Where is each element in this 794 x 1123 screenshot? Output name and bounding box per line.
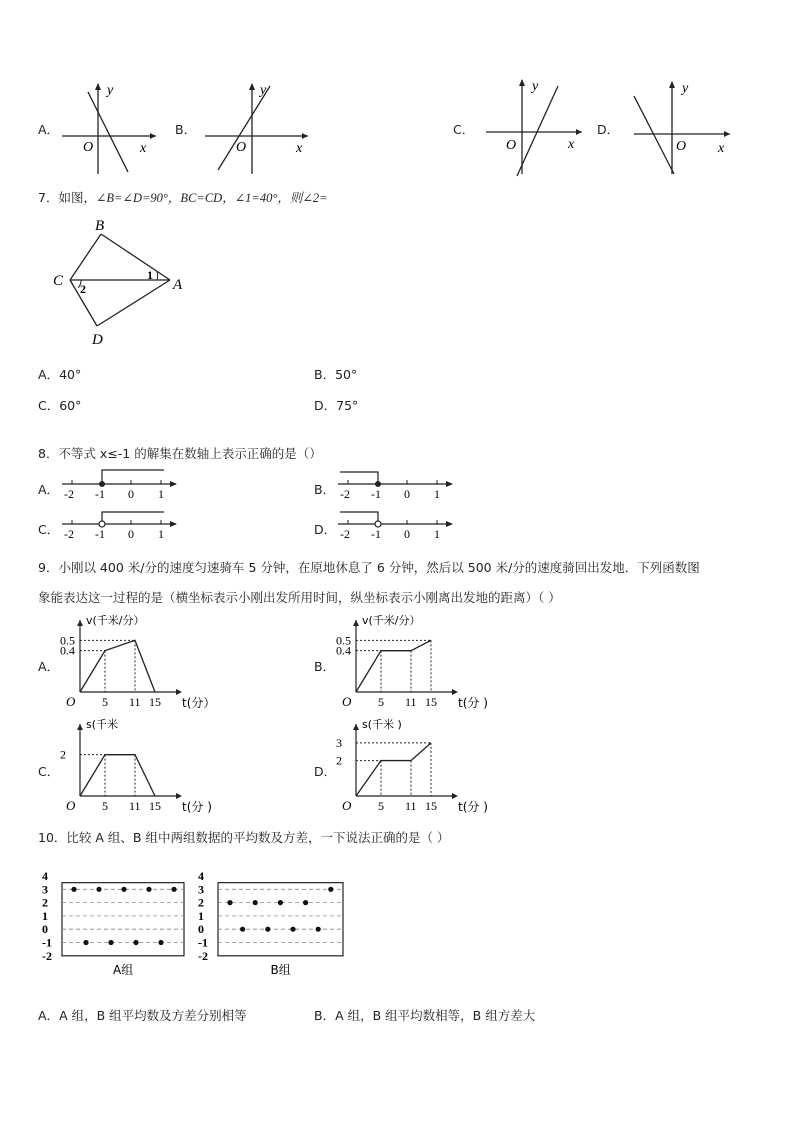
- y-axis-arrow: [77, 724, 83, 730]
- q10-option-b[interactable]: [314, 1006, 535, 1024]
- q9-option-b-label: B．: [314, 659, 336, 674]
- x-axis-arrow: [176, 689, 182, 695]
- y-tick-label: 0: [198, 922, 204, 937]
- y-tick-label: 3: [198, 882, 204, 897]
- y-tick-label: 0.5: [336, 633, 351, 648]
- data-point: [108, 940, 113, 945]
- group-a-caption: A组: [113, 963, 134, 977]
- tick-label: -1: [95, 487, 105, 501]
- origin-label: O: [66, 694, 76, 709]
- q8-stem: 8．不等式 x≤-1 的解集在数轴上表示正确的是（）: [38, 446, 322, 461]
- tick-label: -2: [64, 527, 74, 541]
- q6-option-a-graph[interactable]: [60, 78, 160, 178]
- origin-label: O: [342, 694, 352, 709]
- option-label: B．: [314, 1008, 336, 1023]
- y-tick-label: 4: [42, 869, 48, 883]
- q9-option-c-graph[interactable]: [58, 716, 218, 816]
- x-axis-title: t(分）: [182, 696, 216, 710]
- origin-label: O: [66, 798, 76, 813]
- q6-option-d-graph[interactable]: [626, 76, 736, 178]
- y-tick-label: 1: [42, 908, 48, 923]
- option-label: B．: [314, 367, 336, 382]
- tick-label: 1: [158, 527, 164, 541]
- q8-option-c-label: C．: [38, 522, 60, 537]
- y-axis-label: y: [532, 79, 539, 94]
- option-label: A．: [38, 1008, 60, 1023]
- tick-label: 0: [404, 527, 410, 541]
- series-line: [356, 640, 431, 692]
- angle-2-label: 2: [80, 282, 86, 296]
- data-point: [253, 900, 258, 905]
- y-tick-label: 2: [198, 895, 204, 910]
- y-axis-label: y: [260, 83, 267, 98]
- data-point: [121, 887, 126, 892]
- x-tick-label: 5: [102, 799, 108, 813]
- plot-frame: [62, 883, 184, 956]
- q9-stem-line2: 象能表达这一过程的是（横坐标表示小刚出发所用时间，纵坐标表示小刚离出发地的距离）（ ）: [38, 590, 561, 605]
- q8-option-a-numberline[interactable]: [58, 466, 183, 502]
- y-tick-label: -1: [42, 935, 52, 950]
- q8-option-c-numberline[interactable]: [58, 506, 183, 542]
- q6-option-c-label: C．: [453, 122, 475, 137]
- q6-option-b-label: B．: [175, 122, 197, 137]
- x-axis-title: t(分 ): [458, 800, 488, 814]
- y-axis-label: y: [107, 83, 114, 98]
- y-axis-title: s(千米 ): [362, 718, 402, 731]
- y-axis-arrow: [353, 724, 359, 730]
- y-tick-label: 1: [198, 908, 204, 923]
- y-tick-label: -1: [198, 935, 208, 950]
- origin-label: O: [676, 139, 687, 154]
- x-tick-label: 5: [378, 695, 384, 709]
- q9-option-d-label: D．: [314, 764, 337, 779]
- y-tick-label: 0.5: [60, 633, 75, 648]
- y-tick-label: 0.4: [60, 643, 75, 658]
- data-point: [83, 940, 88, 945]
- q10-stem: 10．比较 A 组、B 组中两组数据的平均数及方差，一下说法正确的是（ ）: [38, 830, 450, 845]
- q7-stem-condition: ∠B=∠D=90°，BC=CD，∠1=40°，则∠2=: [95, 191, 328, 205]
- q9-option-c-label: C．: [38, 764, 60, 779]
- y-axis-label: y: [682, 81, 689, 96]
- q8-option-a-label: A．: [38, 482, 60, 497]
- group-a-plot: [42, 869, 184, 977]
- tick-label: -1: [371, 487, 381, 501]
- q6-option-b-graph[interactable]: [200, 78, 315, 178]
- q9-stem-line1: 9．小刚以 400 米/分的速度匀速骑车 5 分钟，在原地休息了 6 分钟，然后以 500 米/分的速度骑回出发地．下列函数图: [38, 560, 700, 575]
- q9-option-a-label: A．: [38, 659, 60, 674]
- y-axis-arrow: [77, 620, 83, 626]
- x-tick-label: 5: [378, 799, 384, 813]
- option-text: 50°: [335, 367, 358, 382]
- q9-option-a-graph[interactable]: [58, 612, 218, 712]
- y-tick-label: 0.4: [336, 643, 351, 658]
- x-axis-title: t(分 ): [182, 800, 212, 814]
- option-text: 75°: [336, 398, 359, 413]
- data-point: [158, 940, 163, 945]
- option-text: A 组，B 组平均数及方差分别相等: [59, 1008, 247, 1023]
- group-b-caption: B组: [270, 963, 291, 977]
- q10-option-a[interactable]: [38, 1006, 247, 1024]
- tick-label: 1: [158, 487, 164, 501]
- data-point: [240, 927, 245, 932]
- option-text: 40°: [59, 367, 82, 382]
- option-text: A 组，B 组平均数相等，B 组方差大: [335, 1008, 536, 1023]
- y-axis-title: s(千米: [86, 718, 119, 731]
- q8-option-d-numberline[interactable]: [334, 506, 459, 542]
- y-tick-label: 4: [198, 869, 204, 883]
- y-axis-title: v(千米/分）: [362, 614, 421, 627]
- data-point: [328, 887, 333, 892]
- x-axis-title: t(分 ): [458, 696, 488, 710]
- x-axis-arrow: [452, 689, 458, 695]
- x-axis-label: x: [568, 137, 575, 152]
- x-axis-label: x: [140, 141, 147, 156]
- vertex-c-label: C: [53, 273, 64, 289]
- q7-stem-prefix: 7．如图，: [38, 190, 96, 205]
- q7-option-c[interactable]: [38, 396, 81, 414]
- q6-option-d-label: D．: [597, 122, 620, 137]
- origin-label: O: [506, 138, 517, 153]
- x-tick-label: 11: [405, 799, 417, 813]
- x-axis-arrow: [176, 793, 182, 799]
- x-tick-label: 15: [149, 695, 161, 709]
- y-axis-arrow: [353, 620, 359, 626]
- x-tick-label: 5: [102, 695, 108, 709]
- angle-1-label: 1: [147, 268, 153, 282]
- option-label: D．: [314, 398, 337, 413]
- q8-option-b-numberline[interactable]: [334, 466, 459, 502]
- x-axis-label: x: [718, 141, 725, 156]
- plot-frame: [218, 883, 343, 956]
- vertex-a-label: A: [173, 277, 183, 293]
- tick-label: 0: [128, 527, 134, 541]
- q9-option-d-graph[interactable]: [334, 716, 494, 816]
- option-label: A．: [38, 367, 60, 382]
- origin-label: O: [236, 140, 247, 155]
- data-point: [133, 940, 138, 945]
- group-b-plot: [198, 869, 343, 977]
- y-tick-label: 2: [42, 895, 48, 910]
- q7-quadrilateral-figure: [45, 212, 195, 350]
- q8-option-b-label: B．: [314, 482, 336, 497]
- tick-label: 0: [128, 487, 134, 501]
- data-point: [290, 927, 295, 932]
- x-tick-label: 15: [425, 695, 437, 709]
- tick-label: 1: [434, 487, 440, 501]
- origin-label: O: [83, 140, 94, 155]
- data-point: [171, 887, 176, 892]
- data-point: [278, 900, 283, 905]
- x-axis-arrow: [452, 793, 458, 799]
- data-point: [265, 927, 270, 932]
- q6-option-a-label: A．: [38, 122, 60, 137]
- tick-label: -1: [371, 527, 381, 541]
- data-point: [146, 887, 151, 892]
- vertex-b-label: B: [95, 218, 105, 234]
- series-line: [80, 640, 155, 692]
- data-point: [227, 900, 232, 905]
- y-tick-label: -2: [42, 948, 52, 963]
- q9-option-b-graph[interactable]: [334, 612, 494, 712]
- series-line: [80, 755, 155, 796]
- x-tick-label: 11: [405, 695, 417, 709]
- origin-label: O: [342, 798, 352, 813]
- x-tick-label: 11: [129, 799, 141, 813]
- q6-option-c-graph[interactable]: [484, 74, 589, 178]
- y-tick-label: 2: [336, 753, 342, 768]
- x-axis-label: x: [296, 141, 303, 156]
- q8-option-d-label: D．: [314, 522, 337, 537]
- tick-label: 0: [404, 487, 410, 501]
- series-line: [356, 743, 431, 796]
- q7-stem: [38, 188, 328, 206]
- data-point: [303, 900, 308, 905]
- q7-option-d[interactable]: [314, 396, 358, 414]
- tick-label: -2: [64, 487, 74, 501]
- q7-option-b[interactable]: [314, 365, 357, 383]
- x-tick-label: 15: [425, 799, 437, 813]
- tick-label: 1: [434, 527, 440, 541]
- y-tick-label: 3: [336, 735, 342, 750]
- data-point: [316, 927, 321, 932]
- vertex-d-label: D: [92, 332, 103, 348]
- y-tick-label: 3: [42, 882, 48, 897]
- tick-label: -1: [95, 527, 105, 541]
- y-tick-label: -2: [198, 948, 208, 963]
- q10-dot-plots: [40, 866, 360, 981]
- data-point: [96, 887, 101, 892]
- y-axis-title: v(千米/分）: [86, 614, 145, 627]
- option-label: C．: [38, 398, 60, 413]
- x-tick-label: 15: [149, 799, 161, 813]
- option-text: 60°: [59, 398, 82, 413]
- x-tick-label: 11: [129, 695, 141, 709]
- q7-option-a[interactable]: [38, 365, 81, 383]
- data-point: [71, 887, 76, 892]
- y-tick-label: 2: [60, 747, 66, 762]
- tick-label: -2: [340, 527, 350, 541]
- tick-label: -2: [340, 487, 350, 501]
- y-tick-label: 0: [42, 922, 48, 937]
